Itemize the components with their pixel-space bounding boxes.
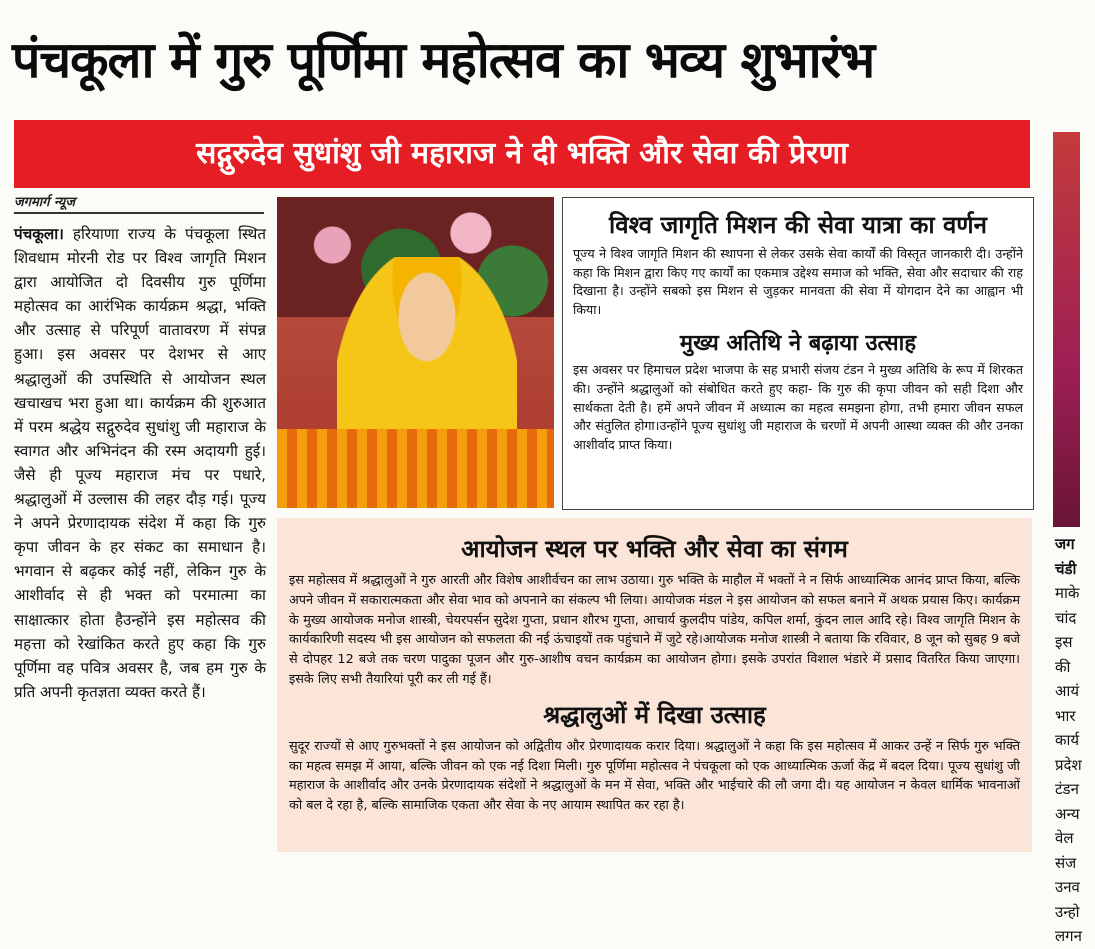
adjacent-line: टंडन <box>1055 780 1079 798</box>
mission-box <box>562 197 1034 510</box>
chief-guest-heading: मुख्य अतिथि ने बढ़ाया उत्साह <box>679 331 917 357</box>
adjacent-line: इस <box>1055 633 1073 651</box>
headline: पंचकूला में गुरु पूर्णिमा महोत्सव का भव्य शुभारंभ <box>12 31 875 89</box>
adjacent-line: वेल <box>1055 829 1074 847</box>
adjacent-line: अन्य <box>1055 804 1080 823</box>
mission-heading: विश्व जागृति मिशन की सेवा यात्रा का वर्णन <box>609 211 987 239</box>
adjacent-line: माके <box>1055 584 1080 602</box>
adjacent-line: उन्हो <box>1055 902 1080 921</box>
adjacent-line: की <box>1055 657 1071 676</box>
adjacent-line: आयं <box>1055 682 1080 700</box>
adjacent-line: कार्य <box>1055 731 1080 749</box>
adjacent-line: भार <box>1055 706 1076 725</box>
left-column-article <box>14 222 266 862</box>
speaker-image <box>337 257 517 457</box>
adjacent-line: लगन <box>1055 927 1082 945</box>
adjacent-line: जग <box>1055 535 1075 553</box>
article-photo <box>277 197 554 508</box>
venue-heading: आयोजन स्थल पर भक्ति और सेवा का संगम <box>461 535 848 563</box>
byline: जगमार्ग न्यूज <box>14 192 264 214</box>
marigold-garland-image <box>277 429 554 508</box>
adjacent-text <box>1055 532 1095 949</box>
adjacent-line: चंडी <box>1055 559 1077 578</box>
mission-paragraph: पूज्य ने विश्व जागृति मिशन की स्थापना से लेकर उसके सेवा कार्यों की विस्तृत जानकारी दी। उन्होंने कहा कि मिशन द्वारा किए गए कार्यों का एकमात्र उद्देश्य समाज को भक्ति, सेवा और सदाचार की राह दिखाना है। उन्होंने सबको इस मिशन से जुड़कर मानवता की सेवा में योगदान देने का आह्वान भी किया। <box>573 246 1023 317</box>
chief-guest-paragraph: इस अवसर पर हिमाचल प्रदेश भाजपा के सह प्रभारी संजय टंडन ने मुख्य अतिथि के रूप में शिरकत की। उन्होंने श्रद्धालुओं को संबोधित करते हुए कहा- कि गुरु की कृपा जीवन को सही दिशा और सार्थकता देती है। हमें अपने जीवन में अध्यात्म का महत्व समझना होगा, तभी हमारा जीवन सफल और संतुलित होगा।उन्होंने पूज्य सुधांशु जी महाराज के चरणों में अपनी आस्था व्यक्त की और उनका आशीर्वाद प्राप्त किया। <box>573 362 1023 452</box>
adjacent-line: संज <box>1055 853 1077 872</box>
adjacent-photo <box>1053 132 1080 527</box>
left-column-text: हरियाणा राज्य के पंचकूला स्थित शिवधाम मोरनी रोड पर विश्व जागृति मिशन द्वारा आयोजित दो दिवसीय गुरु पूर्णिमा महोत्सव का आरंभिक कार्यक्रम श्रद्धा, भक्ति और उत्साह से परिपूर्ण वातावरण में संपन्न हुआ। इस अवसर पर देशभर से आए श्रद्धालुओं की उपस्थिति से आयोजन स्थल खचाखच भरा हुआ था। कार्यक्रम की शुरुआत में परम श्रद्धेय सद्गुरुदेव सुधांशु जी महाराज के स्वागत और अभिनंदन की रस्म अदायगी हुई। जैसे ही पूज्य महाराज मंच पर पधारे, श्रद्धालुओं में उल्लास की लहर दौड़ गई। पूज्य ने अपने प्रेरणादायक संदेश में कहा कि गुरु कृपा जीवन के हर संकट का समाधान है। भगवान से बढ़कर कोई नहीं, लेकिन गुरु के आशीर्वाद से ही भक्त को परमात्मा का साक्षात्कार होता हैउन्होंने इस महोत्सव की महत्ता को रेखांकित करते हुए कहा कि गुरु पूर्णिमा वह पवित्र अवसर है, जब हम गुरु के प्रति अपनी कृतज्ञता व्यक्त करते हैं। <box>14 225 266 701</box>
adjacent-article-strip <box>1043 122 1082 945</box>
adjacent-line: उनव <box>1055 878 1080 896</box>
devotees-paragraph: सुदूर राज्यों से आए गुरुभक्तों ने इस आयोजन को अद्वितीय और प्रेरणादायक करार दिया। श्रद्धालुओं ने कहा कि इस महोत्सव में आकर उन्हें न सिर्फ गुरु भक्ति का महत्व समझ में आया, बल्कि जीवन को एक नई दिशा मिली। गुरु पूर्णिमा महोत्सव ने पंचकूला को एक आध्यात्मिक ऊर्जा केंद्र में बदल दिया। पूज्य सुधांशु जी महाराज के आशीर्वाद और उनके प्रेरणादायक संदेशों ने श्रद्धालुओं के मन में सेवा, भक्ति और भाईचारे की लौ जगा दी। यह आयोजन न केवल धार्मिक भावनाओं को बल दे रहा है, बल्कि सामाजिक एकता और सेवा के नए आयाम स्थापित कर रहा है। <box>289 738 1020 814</box>
subheadline-bar: सद्गुरुदेव सुधांशु जी महाराज ने दी भक्ति और सेवा की प्रेरणा <box>14 120 1030 188</box>
venue-box <box>277 518 1032 852</box>
devotees-heading: श्रद्धालुओं में दिखा उत्साह <box>543 700 766 729</box>
dateline: पंचकूला। <box>14 225 64 243</box>
venue-paragraph: इस महोत्सव में श्रद्धालुओं ने गुरु आरती और विशेष आशीर्वचन का लाभ उठाया। गुरु भक्ति के माहौल में भक्तों ने न सिर्फ आध्यात्मिक आनंद प्राप्त किया, बल्कि अपने जीवन में सकारात्मकता और सेवा भाव को अपनाने का संकल्प भी लिया। आयोजक मंडल ने इस आयोजन को सफल बनाने में अथक प्रयास किए। कार्यक्रम के मुख्य आयोजक मनोज शास्त्री, चेयरपर्सन सुदेश गुप्ता, प्रधान शौरभ गुप्ता, आचार्य कुलदीप पांडेय, कपिल शर्मा, कुंदन लाल आदि रहे। विश्व जागृति मिशन के कार्यकारिणी सदस्य भी इस आयोजन को सफलता की नई ऊंचाइयों तक पहुंचाने में जुटे रहे।आयोजक मनोज शास्त्री ने बताया कि रविवार, 8 जून को सुबह 9 बजे से दोपहर 12 बजे तक चरण पादुका पूजन और गुरु-आशीष वचन कार्यक्रम का आयोजन होगा। इसके उपरांत विशाल भंडारे में प्रसाद वितरित किया जाएगा। इसके लिए सभी तैयारियां पूरी कर ली गई हैं। <box>289 573 1020 687</box>
adjacent-line: प्रदेश <box>1055 755 1082 774</box>
adjacent-line: चांद <box>1055 608 1077 627</box>
